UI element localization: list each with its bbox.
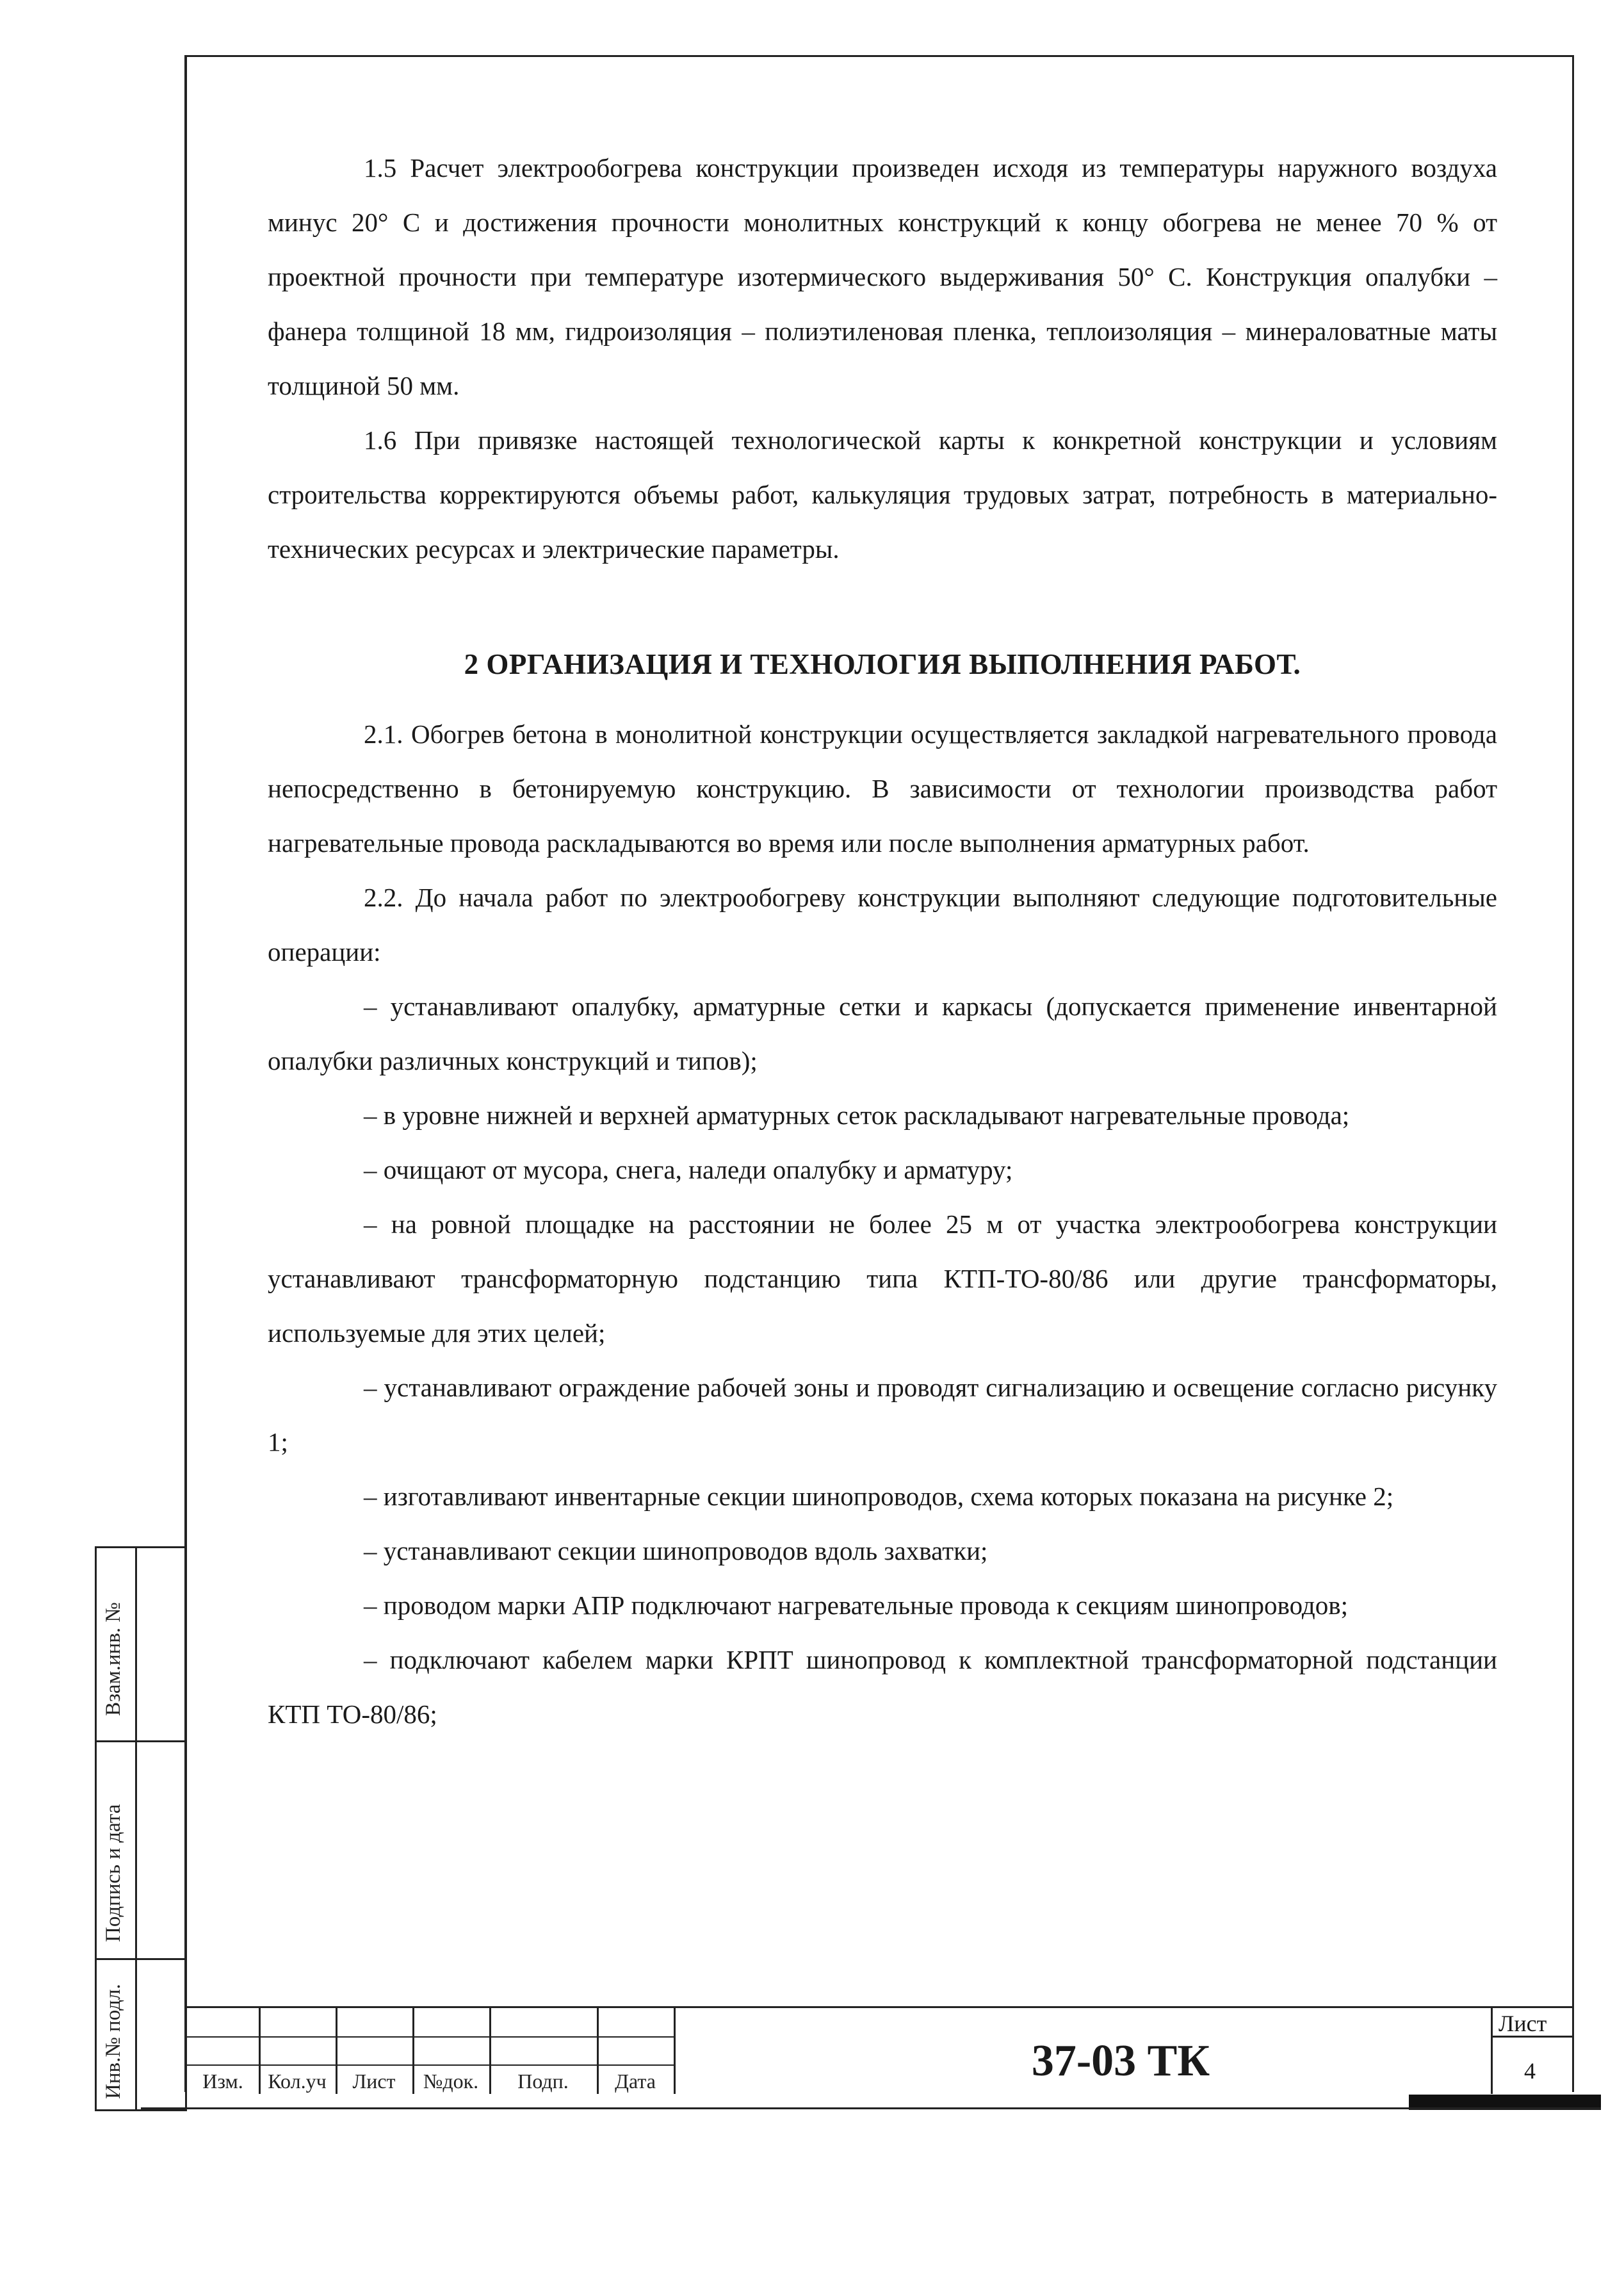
list-item: – подключают кабелем марки КРПТ шинопровод к комплектной трансформаторной подстанции КТП ТО-80/86; <box>268 1645 1497 1729</box>
document-code: 37-03 ТК <box>1031 2036 1210 2086</box>
sheet-label: Лист <box>1498 2011 1547 2036</box>
side-stamp <box>95 1546 187 2111</box>
header-quantity: Кол.уч <box>268 2070 327 2093</box>
header-sheet: Лист <box>352 2070 396 2093</box>
side-stamp-divider <box>97 1740 185 1742</box>
paragraph-1-5: 1.5 Расчет электрообогрева конструкции произведен исходя из температуры наружного воздуха минус 20° С и достижения прочности монолитных конструкций к концу обогрева не менее 70 % от проектной прочности при температуре изотермического выдерживания 50° С. Конструкция опалубки – фанера толщиной 18 мм, гидроизоляция – полиэтиленовая пленка, теплоизоляция – минераловатные маты толщиной 50 мм. <box>268 153 1497 400</box>
section-title: 2 ОРГАНИЗАЦИЯ И ТЕХНОЛОГИЯ ВЫПОЛНЕНИЯ РАБОТ. <box>464 648 1301 680</box>
list-item: – устанавливают опалубку, арматурные сетки и каркасы (допускается применение инвентарной опалубки различных конструкций и типов); <box>268 992 1497 1075</box>
list-item: – в уровне нижней и верхней арматурных сеток раскладывают нагревательные провода; <box>364 1100 1350 1130</box>
paragraph-1-6: 1.6 При привязке настоящей технологической карты к конкретной конструкции и условиям строительства корректируются объемы работ, калькуляция трудовых затрат, потребность в материально-технических ресурсах и электрические параметры. <box>268 425 1497 564</box>
header-date: Дата <box>615 2070 656 2093</box>
sheet-box-divider <box>1492 2036 1574 2038</box>
document-body <box>268 141 1497 1742</box>
header-signature: Подп. <box>517 2070 569 2093</box>
title-block-col-line <box>674 2008 676 2094</box>
list-item: – очищают от мусора, снега, наледи опалубку и арматуру; <box>364 1155 1013 1184</box>
side-stamp-divider <box>97 1958 185 1960</box>
side-label-signature-date: Подпись и дата <box>102 1804 125 1942</box>
paragraph-2-2: 2.2. До начала работ по электрообогреву конструкции выполняют следующие подготовительные операции: <box>268 883 1497 967</box>
list-item: – устанавливают ограждение рабочей зоны и проводят сигнализацию и освещение согласно рисунку 1; <box>268 1373 1497 1457</box>
header-doc-number: №док. <box>423 2070 479 2093</box>
list-item: – на ровной площадке на расстоянии не более 25 м от участка электрообогрева конструкции устанавливают трансформаторную подстанцию типа КТП-ТО-80/86 или другие трансформаторы, используемые для этих целей; <box>268 1209 1497 1348</box>
side-label-replacement-inv: Взам.инв. № <box>102 1602 125 1716</box>
bottom-border-line <box>141 2107 1601 2109</box>
list-item: – проводом марки АПР подключают нагревательные провода к секциям шинопроводов; <box>364 1590 1349 1620</box>
sheet-number: 4 <box>1524 2058 1536 2084</box>
list-item: – изготавливают инвентарные секции шинопроводов, схема которых показана на рисунке 2; <box>364 1482 1394 1511</box>
list-item: – устанавливают секции шинопроводов вдоль захватки; <box>364 1536 988 1565</box>
header-change: Изм. <box>202 2070 243 2093</box>
paragraph-2-1: 2.1. Обогрев бетона в монолитной конструкции осуществляется закладкой нагревательного провода непосредственно в бетонируемую конструкцию. В зависимости от технологии производства работ нагревательные провода раскладываются во время или после выполнения арматурных работ. <box>268 719 1497 858</box>
side-label-original-inv: Инв.№ подл. <box>102 1984 125 2099</box>
